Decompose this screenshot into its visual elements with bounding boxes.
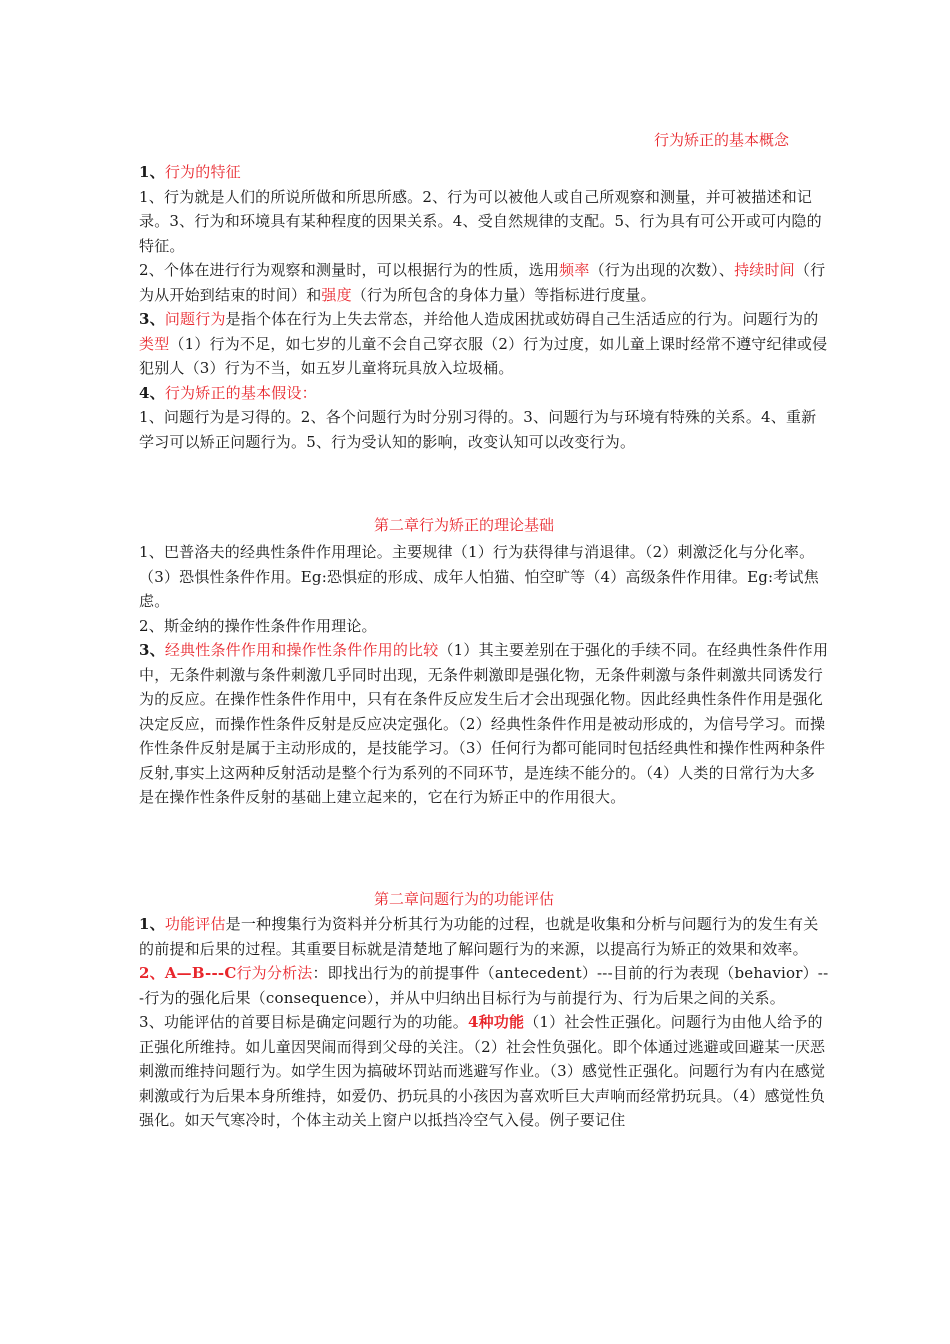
heading-label: 行为的特征 bbox=[164, 163, 241, 181]
term-problem-behavior: 问题行为 bbox=[164, 310, 226, 328]
term-abc: A—B---C bbox=[164, 964, 237, 982]
heading-number: 4、 bbox=[139, 383, 165, 402]
term-duration: 持续时间 bbox=[734, 261, 795, 279]
paragraph-functional-assessment bbox=[139, 912, 829, 961]
paragraph-measurement bbox=[139, 258, 829, 307]
paragraph-skinner: 2、斯金纳的操作性条件作用理论。 bbox=[139, 616, 377, 635]
section-title-functional-assessment: 第二章问题行为的功能评估 bbox=[374, 890, 555, 908]
text: 3、功能评估的首要目标是确定问题行为的功能。 bbox=[139, 1013, 468, 1031]
text: （行为所包含的身体力量）等指标进行度量。 bbox=[351, 285, 656, 304]
heading-behavior-features bbox=[139, 160, 829, 185]
heading-assumptions bbox=[139, 381, 829, 406]
section-title-basic-concepts: 行为矫正的基本概念 bbox=[654, 131, 790, 149]
paragraph-assumptions: 1、问题行为是习得的。2、各个问题行为时分别习得的。3、问题行为与环境有特殊的关系。4、重新学习可以矫正问题行为。5、行为受认知的影响，改变认知可以改变行为。 bbox=[139, 408, 817, 451]
section-title-theory: 第二章行为矫正的理论基础 bbox=[374, 516, 555, 534]
heading-number: 1、 bbox=[139, 163, 165, 181]
paragraph-number: 2、 bbox=[139, 964, 165, 982]
text: ：即找出行为的前提事件（antecedent）---目前的行为表现（behavior）---行为的强化后果（consequence），并从中归纳出目标行为与前提行为、行为后果之间的关系。 bbox=[139, 964, 829, 1007]
section-theory bbox=[139, 540, 829, 810]
paragraph-comparison bbox=[139, 638, 829, 810]
paragraph-number: 3、 bbox=[139, 641, 165, 659]
term-behavior-analysis: 行为分析法 bbox=[236, 964, 313, 982]
heading-label: 行为矫正的基本假设： bbox=[164, 383, 317, 402]
text: （1）行为不足，如七岁的儿童不会自己穿衣服（2）行为过度，如儿童上课时经常不遵守纪律或侵犯别人（3）行为不当，如五岁儿童将玩具放入垃圾桶。 bbox=[139, 334, 828, 377]
paragraph-number: 3、 bbox=[139, 310, 165, 328]
term-comparison: 经典性条件作用和操作性条件作用的比较 bbox=[164, 641, 439, 659]
text: 是指个体在行为上失去常态，并给他人造成困扰或妨碍自己生活适应的行为。问题行为的 bbox=[225, 310, 819, 328]
text: （行为从开始到结束的时间）和 bbox=[139, 261, 826, 304]
term-functional-assessment: 功能评估 bbox=[164, 915, 226, 933]
paragraph-behavior-features: 1、行为就是人们的所说所做和所思所感。2、行为可以被他人或自己所观察和测量，并可被描述和记录。3、行为和环境具有某种程度的因果关系。4、受自然规律的支配。5、行为具有可公开或可内隐的特征。 bbox=[139, 187, 822, 255]
term-four-functions: 4种功能 bbox=[467, 1013, 525, 1031]
text: （1）社会性正强化。问题行为由他人给予的正强化所维持。如儿童因哭闹而得到父母的关注。（2）社会性负强化。即个体通过逃避或回避某一厌恶刺激而维持问题行为。如学生因为搞破坏罚站而逃避写作业。（3）感觉性正强化。问题行为有内在感觉刺激或行为后果本身所维持，如爱仍、扔玩具的小孩因为喜欢听巨大声响而经常扔玩具。（4）感觉性负强化。如天气寒冷时，个体主动关上窗户以抵挡冷空气入侵。例子要记住 bbox=[139, 1013, 826, 1129]
term-intensity: 强度 bbox=[321, 285, 352, 304]
term-type: 类型 bbox=[139, 334, 170, 353]
paragraph-four-functions bbox=[139, 1010, 829, 1133]
text: （行为出现的次数）、 bbox=[589, 261, 735, 279]
text: （1）其主要差别在于强化的手续不同。在经典性条件作用中，无条件刺激与条件刺激几乎同时出现，无条件刺激即是强化物，无条件刺激与条件刺激共同诱发行为的反应。在操作性条件作用中，只有在条件反应发生后才会出现强化物。因此经典性条件作用是强化决定反应，而操作性条件反射是反应决定强化。（2）经典性条件作用是被动形成的，为信号学习。而操作性条件反射是属于主动形成的，是技能学习。（3）任何行为都可能同时包括经典性和操作性两种条件反射,事实上这两种反射活动是整个行为系列的不同环节，是连续不能分的。（4）人类的日常行为大多是在操作性条件反射的基础上建立起来的，它在行为矫正中的作用很大。 bbox=[139, 641, 829, 806]
text: 是一种搜集行为资料并分析其行为功能的过程，也就是收集和分析与问题行为的发生有关的前提和后果的过程。其重要目标就是清楚地了解问题行为的来源，以提高行为矫正的效果和效率。 bbox=[139, 915, 819, 958]
paragraph-abc bbox=[139, 961, 829, 1010]
paragraph-pavlov: 1、巴普洛夫的经典性条件作用理论。主要规律（1）行为获得律与消退律。（2）刺激泛化与分化率。（3）恐惧性条件作用。Eg:恐惧症的形成、成年人怕猫、怕空旷等（4）高级条件作用律。Eg:考试焦虑。 bbox=[139, 543, 819, 610]
section-basic-concepts bbox=[139, 160, 829, 454]
paragraph-number: 1、 bbox=[139, 915, 165, 933]
text: 2、个体在进行行为观察和测量时，可以根据行为的性质，选用 bbox=[139, 261, 560, 279]
term-frequency: 频率 bbox=[559, 261, 590, 279]
section-functional-assessment bbox=[139, 912, 829, 1133]
paragraph-problem-behavior bbox=[139, 307, 829, 381]
